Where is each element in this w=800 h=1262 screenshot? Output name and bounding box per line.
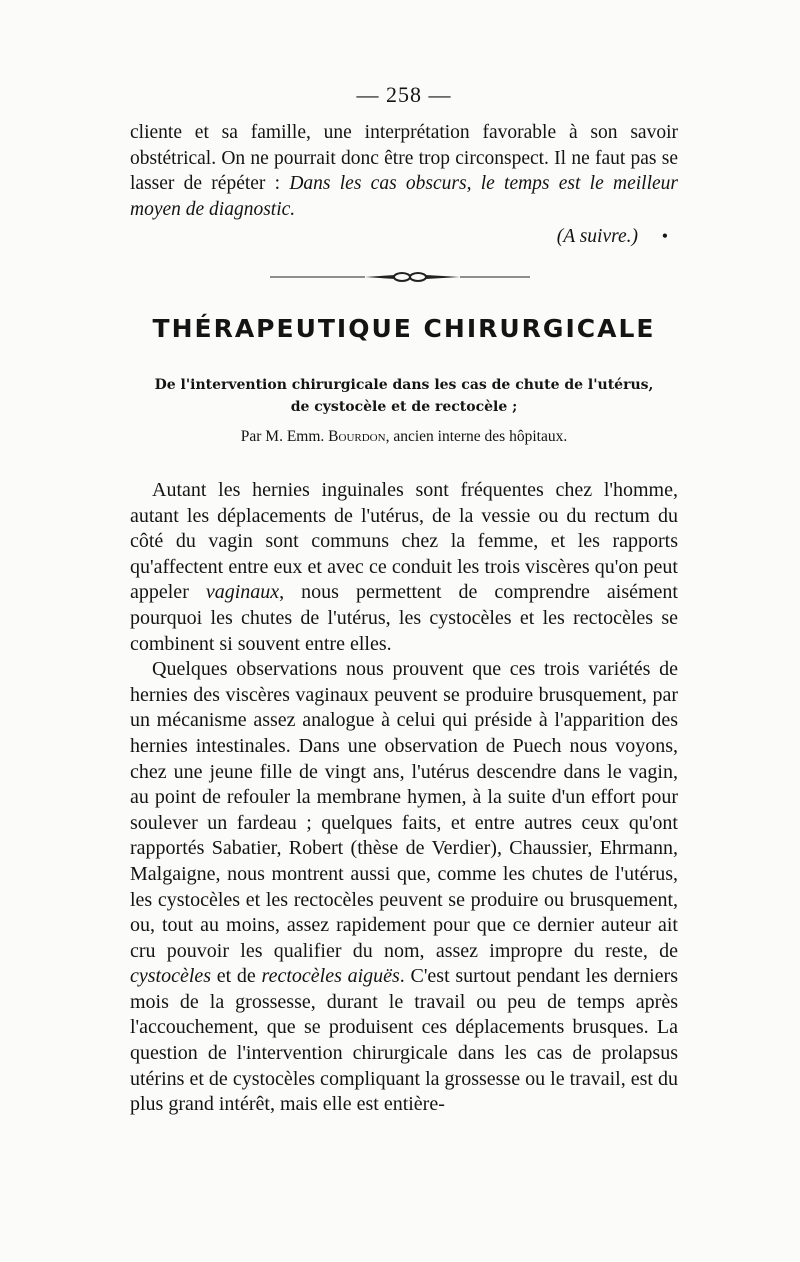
paragraph-1-text: Autant les hernies inguinales sont fréquentes chez l'homme, autant les déplacements de l'utérus, de la vessie ou du rectum du côté du vagin sont communs chez la femme, et les rapports qu'affectent entre eux et avec ce conduit les trois viscères qu'on peut appeler — [130, 479, 678, 604]
paragraph-1-italic: vaginaux — [205, 581, 280, 604]
byline — [130, 428, 678, 446]
article-body — [130, 478, 678, 1118]
article-subtitle — [130, 374, 678, 418]
paragraph-2-italic-2: rectocèles aiguës — [261, 965, 400, 988]
byline-prefix: Par M. Emm. — [240, 428, 329, 445]
paragraph-2-text-end: . C'est surtout pendant les derniers mois de la grossesse, durant le travail ou peu de temps après l'accouchement, que se produisent ces déplacements brusques. La question de l'intervention chirurgicale dans les cas de prolapsus utérins et de cystocèles compliquant la grossesse ou le travail, est du plus grand intérêt, mais elle est entière- — [130, 965, 678, 1116]
byline-suffix: , ancien interne des hôpitaux. — [385, 428, 568, 445]
paragraph-2 — [130, 657, 678, 1118]
subtitle-line-2: de cystocèle et de rectocèle ; — [290, 399, 518, 415]
intro-text: cliente et sa famille, une interprétation favorable à son savoir obstétrical. On ne pourrait donc être trop circonspect. Il ne faut pas se lasser de répéter : — [130, 122, 678, 194]
paragraph-1 — [130, 478, 678, 657]
paragraph-1-text-end: , nous permettent de comprendre aisément pourquoi les chutes de l'utérus, les cystocèles et les rectocèles se combinent si souvent entre elles. — [130, 581, 678, 655]
subtitle-line-1: De l'intervention chirurgicale dans les cas de chute de l'utérus, — [154, 377, 654, 393]
a-suivre-note: (A suivre.) — [556, 226, 638, 247]
byline-author: Bourdon — [328, 428, 386, 445]
paragraph-2-italic: cystocèles — [130, 965, 212, 988]
a-suivre-mark: • — [661, 226, 668, 246]
paragraph-2-text-mid: et de — [211, 965, 262, 988]
intro-quote: Dans les cas obscurs, le temps est le meilleur moyen de diagnostic. — [130, 173, 678, 220]
paragraph-2-text: Quelques observations nous prouvent que ces trois variétés de hernies des viscères vaginaux peuvent se produire brusquement, par un mécanisme assez analogue à celui qui préside à l'apparition des hernies intestinales. Dans une observation de Puech nous voyons, chez une jeune fille de vingt ans, l'utérus descendre dans le vagin, au point de refouler la membrane hymen, à la suite d'un effort pour soulever un fardeau ; quelques faits, et entre autres ceux qu'ont rapportés Sabatier, Robert (thèse de Verdier), Chaussier, Ehrmann, Malgaigne, nous montrent aussi que, comme les chutes de l'utérus, les cystocèles et les rectocèles peuvent se produire ou brusquement, ou, tout au moins, assez rapidement pour que ce dernier auteur ait cru pouvoir les qualifier du nom, assez impropre du reste, de — [130, 658, 678, 962]
section-title: THÉRAPEUTIQUE CHIRURGICALE — [152, 314, 656, 343]
page-number: — 258 — — [356, 82, 452, 107]
divider-ornament — [270, 270, 530, 284]
intro-paragraph — [130, 120, 678, 222]
